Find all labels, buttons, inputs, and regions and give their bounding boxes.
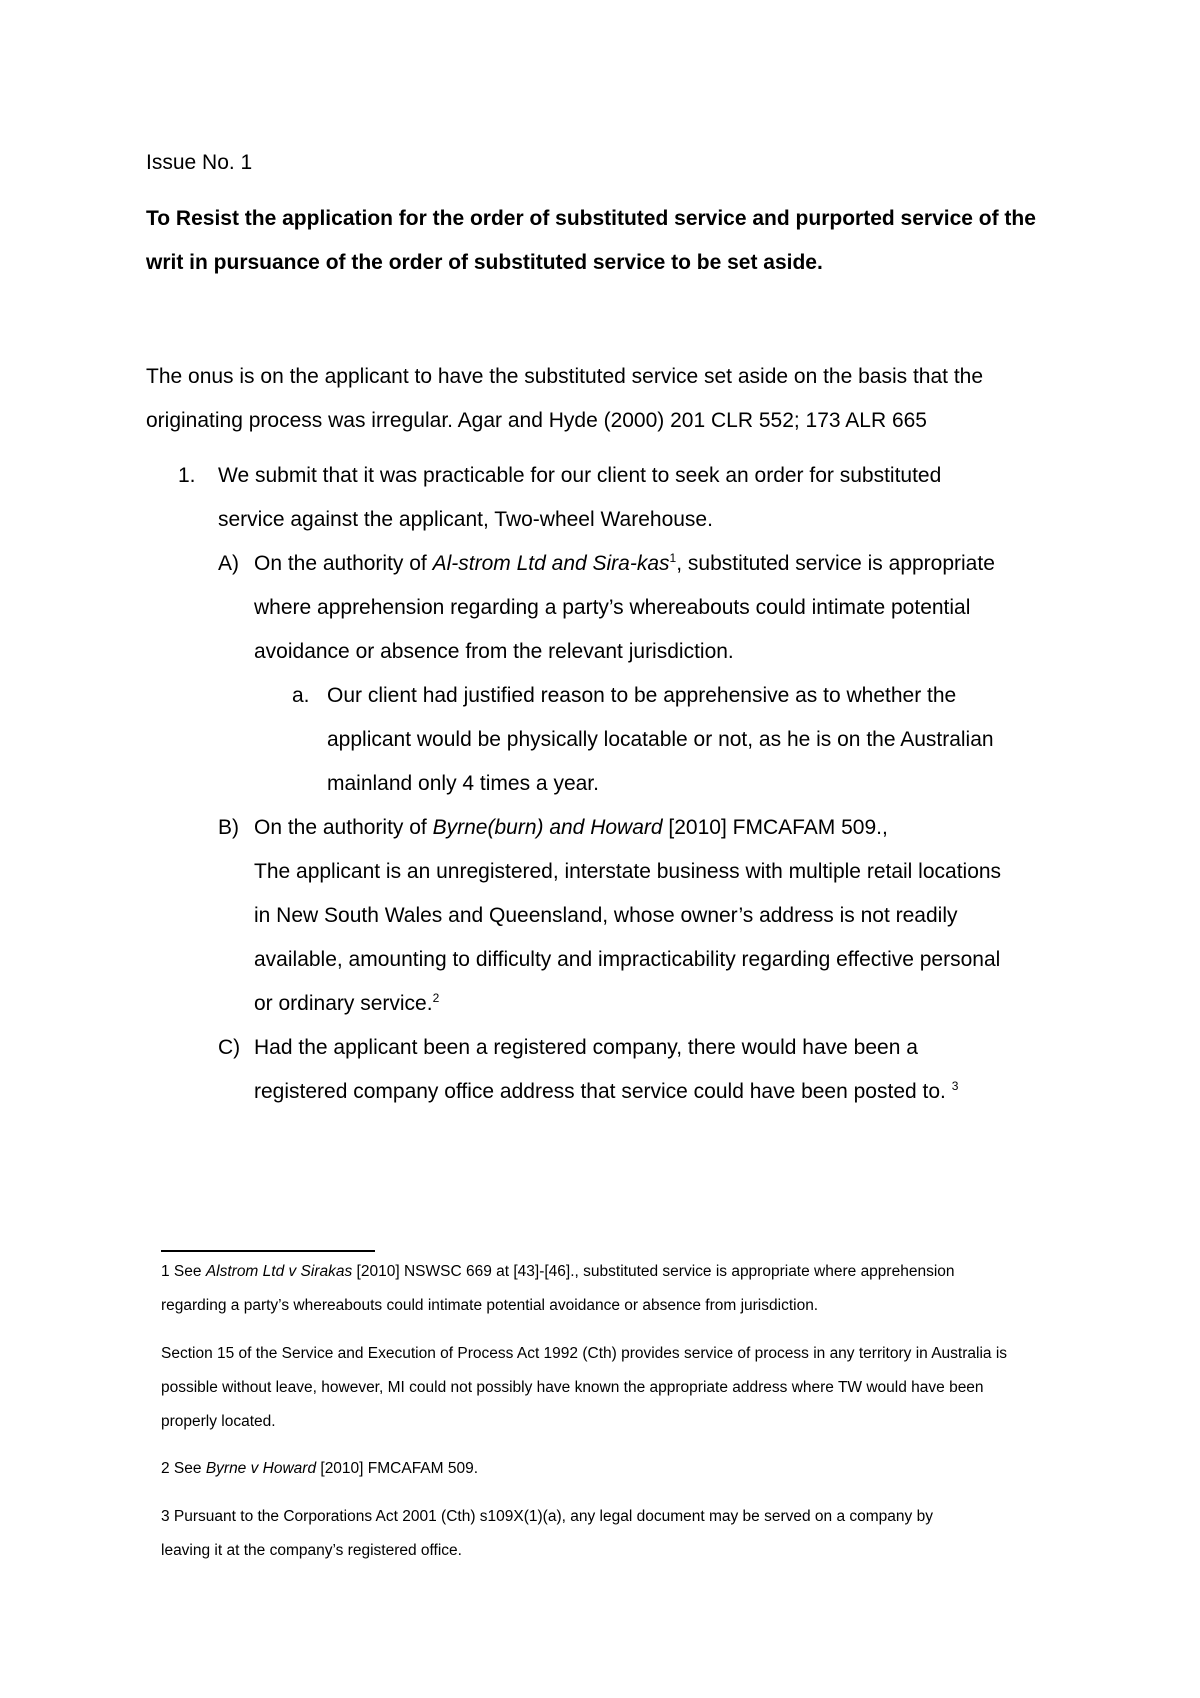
point-c-line-2: [254, 1079, 958, 1105]
case-name-alstrom: Al-strom Ltd and Sira-kas: [432, 552, 670, 575]
point-c-line-1: Had the applicant been a registered company, there would have been a: [254, 1036, 918, 1059]
footnote-1-post: [2010] NSWSC 669 at [43]-[46]., substituted service is appropriate where apprehension: [352, 1263, 955, 1280]
point-b-line-5-text: or ordinary service.: [254, 992, 433, 1015]
intro-line-1: The onus is on the applicant to have the substituted service set aside on the basis that the: [146, 365, 984, 388]
footnote-1-line-2: regarding a party’s whereabouts could intimate potential avoidance or absence from jurisdiction.: [161, 1297, 819, 1314]
point-a-line-3: avoidance or absence from the relevant jurisdiction.: [254, 640, 734, 663]
point-a-line-2: where apprehension regarding a party’s whereabouts could intimate potential: [254, 596, 971, 619]
list-label-c-upper: C): [218, 1036, 241, 1059]
point-1-line-2: service against the applicant, Two-wheel Warehouse.: [218, 508, 713, 531]
point-a-line-1-post: , substituted service is appropriate: [676, 552, 995, 575]
point-a-sub-line-3: mainland only 4 times a year.: [327, 772, 599, 795]
footnote-1-case: Alstrom Ltd v Sirakas: [205, 1263, 353, 1280]
footnote-1b-line-2: possible without leave, however, MI could not possibly have known the appropriate address where TW would have been: [161, 1379, 984, 1396]
footnote-ref-3: 3: [951, 1079, 959, 1093]
footnote-3-line-2: leaving it at the company’s registered office.: [161, 1542, 462, 1559]
point-1-line-1: We submit that it was practicable for our client to seek an order for substituted: [218, 464, 942, 487]
list-number-1: 1.: [178, 464, 196, 487]
point-b-line-2: The applicant is an unregistered, interstate business with multiple retail locations: [254, 860, 1002, 883]
footnote-1b-line-3: properly located.: [161, 1413, 276, 1430]
point-a-line-1-pre: On the authority of: [254, 552, 433, 575]
list-label-a-lower: a.: [292, 684, 310, 707]
footnote-1-line-1: [161, 1262, 955, 1282]
point-b-line-1-pre: On the authority of: [254, 816, 433, 839]
list-label-b-upper: B): [218, 816, 239, 839]
issue-number: Issue No. 1: [146, 151, 253, 174]
footnote-separator: [161, 1250, 375, 1252]
list-label-a-upper: A): [218, 552, 239, 575]
footnote-ref-2: 2: [432, 991, 440, 1005]
footnote-2-case: Byrne v Howard: [205, 1460, 317, 1477]
point-c-line-2-text: registered company office address that service could have been posted to.: [254, 1080, 946, 1103]
footnote-2: [161, 1459, 478, 1479]
footnote-2-post: [2010] FMCAFAM 509.: [316, 1460, 479, 1477]
footnote-1-pre: 1 See: [161, 1263, 206, 1280]
footnote-1b-line-1: Section 15 of the Service and Execution of Process Act 1992 (Cth) provides service of process in any territory in Australia is: [161, 1345, 1008, 1362]
point-a-sub-line-2: applicant would be physically locatable or not, as he is on the Australian: [327, 728, 994, 751]
footnote-ref-1: 1: [669, 551, 677, 565]
point-b-line-1-post: [2010] FMCAFAM 509.,: [662, 816, 888, 839]
footnote-3-line-1: 3 Pursuant to the Corporations Act 2001 (Cth) s109X(1)(a), any legal document may be served on a company by: [161, 1508, 933, 1525]
issue-title-line-2: writ in pursuance of the order of substituted service to be set aside.: [146, 251, 823, 274]
issue-title-line-1: To Resist the application for the order of substituted service and purported service of the: [146, 207, 1036, 230]
footnote-2-pre: 2 See: [161, 1460, 206, 1477]
point-a-sub-line-1: Our client had justified reason to be apprehensive as to whether the: [327, 684, 957, 707]
point-b-line-3: in New South Wales and Queensland, whose owner’s address is not readily: [254, 904, 958, 927]
intro-line-2: originating process was irregular. Agar and Hyde (2000) 201 CLR 552; 173 ALR 665: [146, 409, 927, 432]
point-b-line-4: available, amounting to difficulty and impracticability regarding effective personal: [254, 948, 1001, 971]
case-name-byrne: Byrne(burn) and Howard: [432, 816, 663, 839]
point-a-line-1: [254, 551, 995, 577]
point-b-line-5: [254, 991, 439, 1017]
point-b-line-1: [254, 815, 888, 841]
